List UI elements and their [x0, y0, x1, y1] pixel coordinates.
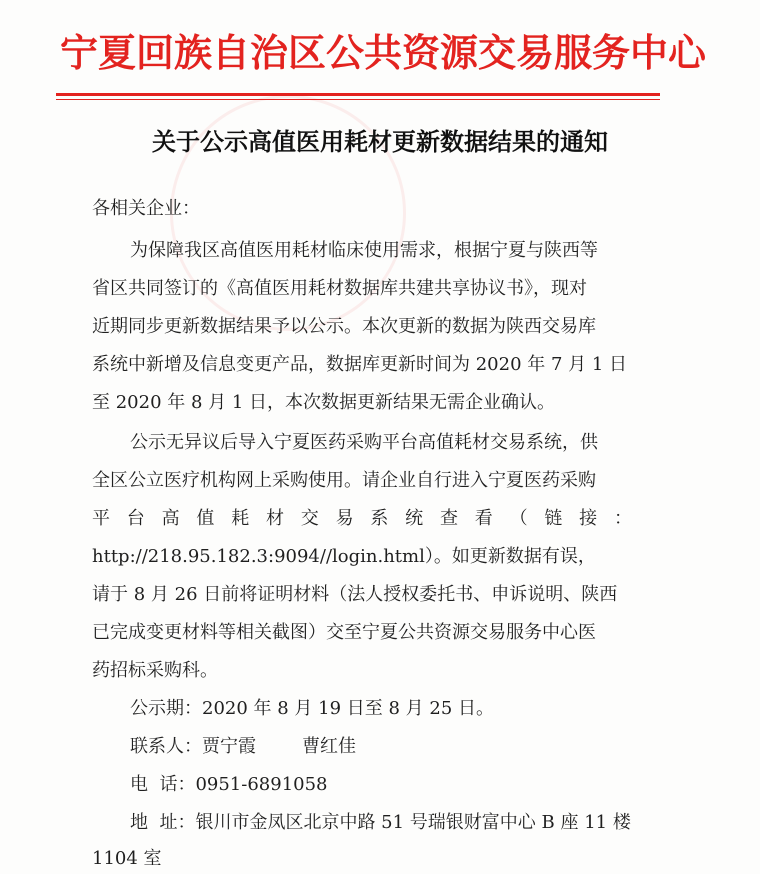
contacts-label: 联系人：: [130, 736, 202, 757]
contact-name-2: 曹红佳: [302, 736, 356, 757]
address-line-1: 银川市金凤区北京中路 51 号瑞银财富中心 B 座 11 楼: [195, 812, 631, 833]
para2-line5: 请于 8 月 26 日前将证明材料（法人授权委托书、申诉说明、陕西: [92, 584, 618, 605]
masthead-rule-thin: [56, 99, 660, 100]
document-title: 关于公示高值医用耗材更新数据结果的通知: [152, 128, 608, 156]
phone-label: 电 话：: [130, 774, 196, 795]
contact-name-1: 贾宁霞: [202, 736, 256, 757]
para1-line2: 省区共同签订的《高值医用耗材数据库共建共享协议书》，现对: [92, 278, 587, 299]
address-line-2: 1104 室: [92, 848, 162, 869]
para2-line7: 药招标采购科。: [92, 660, 218, 681]
masthead-rule-thick: [56, 93, 660, 96]
para2-line6: 已完成变更材料等相关截图）交至宁夏公共资源交易服务中心医: [92, 622, 596, 643]
para1-line4: 系统中新增及信息变更产品，数据库更新时间为 2020 年 7 月 1 日: [92, 354, 628, 375]
address-row: [130, 812, 631, 834]
contacts-row: [130, 736, 356, 758]
address-label: 地 址：: [130, 812, 196, 833]
para2-line3: 平 台 高 值 耗 材 交 易 系 统 查 看 （ 链 接 ：: [92, 508, 632, 529]
para2-line2: 全区公立医疗机构网上采购使用。请企业自行进入宁夏医药采购: [92, 470, 596, 491]
para1-line1: 为保障我区高值医用耗材临床使用需求，根据宁夏与陕西等: [130, 240, 598, 261]
para2-line1: 公示无异议后导入宁夏医药采购平台高值耗材交易系统，供: [130, 432, 598, 453]
phone-number: 0951-6891058: [195, 774, 328, 795]
para2-line4-link: http://218.95.182.3:9094//login.html）。如更新数据有误，: [92, 546, 596, 567]
salutation: 各相关企业：: [92, 198, 200, 219]
para1-line3: 近期同步更新数据结果予以公示。本次更新的数据为陕西交易库: [92, 316, 596, 337]
para1-line5: 至 2020 年 8 月 1 日，本次数据更新结果无需企业确认。: [92, 392, 556, 413]
organization-masthead: 宁夏回族自治区公共资源交易服务中心: [60, 30, 707, 75]
notice-period: 公示期：2020 年 8 月 19 日至 8 月 25 日。: [130, 698, 495, 719]
phone-row: [130, 774, 328, 796]
